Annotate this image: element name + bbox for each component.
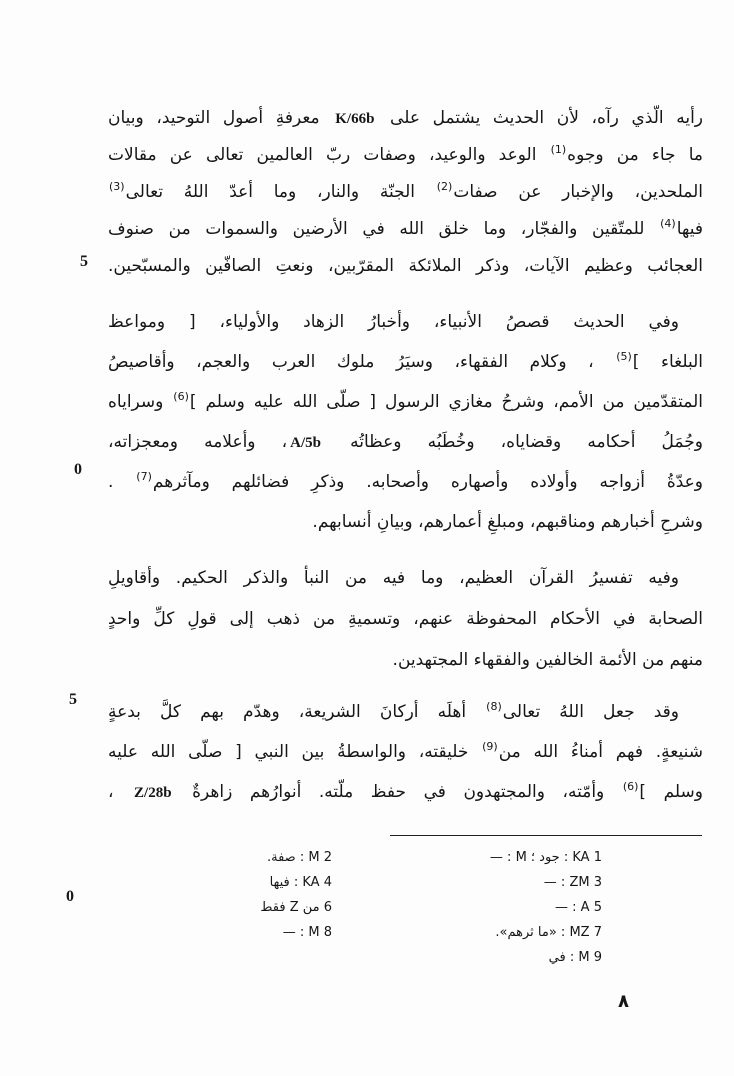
footnote-marker: (2) <box>436 180 453 193</box>
text-run: البلغاء ] <box>632 352 704 372</box>
text-line <box>108 599 703 640</box>
footnote-entry: 3 ZM : — <box>543 875 602 890</box>
folio-marker: Z/28b <box>134 785 172 801</box>
text-run: للمتّقين والفجّار، وما خلق الله في الأرضين والسموات من صنوف <box>108 219 660 239</box>
text-line <box>108 342 703 382</box>
paragraph-1 <box>108 100 703 285</box>
margin-line-number: 0 <box>74 461 82 478</box>
text-line <box>108 502 703 542</box>
footnote-entry: 4 KA : فيها <box>269 875 332 890</box>
text-line <box>108 462 703 502</box>
text-run: الصحابة في الأحكام المحفوظة عنهم، وتسميةِ من ذهب إلى قولِ كلِّ واحدٍ <box>108 609 703 629</box>
text-run: وقد جعل اللهُ تعالى <box>502 702 679 722</box>
text-run: وسراياه <box>108 392 173 412</box>
folio-marker: K/66b <box>335 111 375 127</box>
footnotes-left-column <box>196 845 332 945</box>
text-run: ، وكلام الفقهاء، وسيَرُ ملوك العرب والعجم، وأقاصيصُ <box>108 352 616 372</box>
text-run: العجائب وعظيم الآيات، وذكر الملائكة المقرّبين، ونعتِ الصافّين والمسبّحين. <box>108 256 703 276</box>
footnote-marker: (6) <box>173 390 189 403</box>
footnote-separator-rule <box>390 835 702 836</box>
footnote-marker: (1) <box>550 143 567 156</box>
footnote-marker: (8) <box>486 700 502 713</box>
text-run: وفيه تفسيرُ القرآن العظيم، وما فيه من النبأ والذكر الحكيم. وأقاويلِ <box>108 568 679 588</box>
text-run: خليقته، والواسطةُ بين النبي [ صلّى الله عليه <box>108 742 482 762</box>
text-line <box>108 100 703 137</box>
text-run: ما جاء من وجوه <box>567 145 703 165</box>
text-line <box>108 248 703 285</box>
text-line <box>108 772 703 812</box>
margin-line-number: 5 <box>69 691 77 708</box>
text-run: الوعد والوعيد، وصفات ربّ العالمين تعالى عن مقالات <box>108 145 550 165</box>
footnote-entry: 6 من Z فقط <box>260 900 332 915</box>
text-line <box>108 692 703 732</box>
footnote-marker: (3) <box>109 180 125 193</box>
text-run: وفي الحديث قصصُ الأنبياء، وأخبارُ الزهاد والأولياء، [ ومواعظ <box>108 312 679 332</box>
text-line <box>108 558 703 599</box>
footnote-entry: 2 M : صفة. <box>266 850 332 865</box>
text-run: وجُمَلُ أحكامه وقضاياه، وخُطَبُه وعظاتُه <box>324 432 703 452</box>
text-run: شنيعةٍ. فهم أمناءُ الله من <box>498 742 703 762</box>
page-number: ٨ <box>618 991 629 1012</box>
text-run: فيها <box>676 219 703 239</box>
footnotes-right-column <box>390 845 602 970</box>
paragraph-2 <box>108 302 703 542</box>
footnote-marker: (4) <box>660 217 676 230</box>
footnote-entry: 9 M : في <box>548 950 602 965</box>
text-line <box>108 302 703 342</box>
text-run: معرفةِ أصول التوحيد، وبيان <box>108 108 333 128</box>
footnote-entry: 7 MZ : «ما ثرهم». <box>495 925 602 940</box>
text-line <box>108 732 703 772</box>
text-line <box>108 382 703 422</box>
text-run: وشرحِ أخبارهم ومناقبهم، ومبلغِ أعمارهم، وبيانِ أنسابهم. <box>312 512 703 532</box>
text-run: المتقدّمين من الأمم، وشرحُ مغازي الرسول [ صلّى الله عليه وسلم ] <box>189 392 703 412</box>
folio-marker: A/5b <box>290 435 321 451</box>
footnote-marker: (5) <box>616 350 632 363</box>
text-run: وعدّةُ أزواجه وأولاده وأصهاره وأصحابه. وذكرِ فضائلهم ومآثرهم <box>152 472 704 492</box>
text-run: ، وأعلامه ومعجزاته، <box>108 432 288 452</box>
text-line <box>108 640 703 681</box>
text-run: رأيه الّذي رآه، لأن الحديث يشتمل على <box>377 108 703 128</box>
footnote-marker: (6) <box>622 780 639 793</box>
footnote-entry: 8 M : — <box>282 925 332 940</box>
text-line <box>108 211 703 248</box>
margin-line-number: 5 <box>80 253 88 270</box>
paragraph-3 <box>108 558 703 681</box>
text-run: أهلَه أركانَ الشريعة، وهدّم بهم كلَّ بدعةٍ <box>108 702 486 722</box>
paragraph-4 <box>108 692 703 812</box>
text-line <box>108 174 703 211</box>
footnote-marker: (7) <box>136 470 152 483</box>
footnote-marker: (9) <box>482 740 498 753</box>
text-run: الجنّة والنار، وما أعدّ اللهُ تعالى <box>125 182 436 202</box>
text-line <box>108 422 703 462</box>
text-run: وأمّته، والمجتهدون في حفظ ملّته. أنوارُهم زاهرةٌ <box>174 782 622 802</box>
footnote-entry: 1 KA : جود ؛ M : — <box>489 850 602 865</box>
text-line <box>108 137 703 174</box>
text-run: وسلم ] <box>639 782 704 802</box>
margin-line-number: 0 <box>66 888 74 905</box>
text-run: منهم من الأئمة الخالفين والفقهاء المجتهدين. <box>392 650 703 670</box>
footnote-entry: 5 A : — <box>555 900 602 915</box>
text-run: الملحدين، والإخبار عن صفات <box>453 182 703 202</box>
text-run: . <box>108 472 136 492</box>
text-run: ، <box>108 782 132 802</box>
